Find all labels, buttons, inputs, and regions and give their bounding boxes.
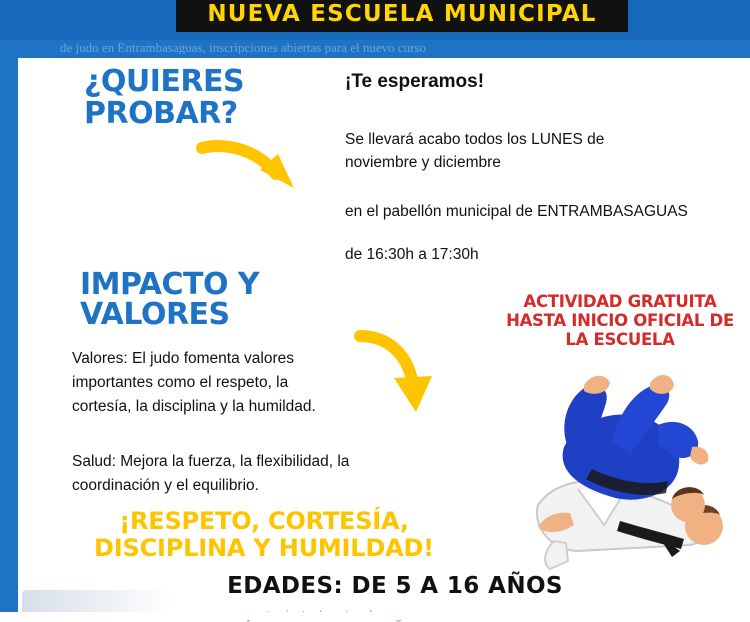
notice-actividad-gratuita: ACTIVIDAD GRATUITA HASTA INICIO OFICIAL DE LA ESCUELA [506, 292, 734, 349]
slogan-respeto-cortesia: ¡RESPETO, CORTESÍA, DISCIPLINA Y HUMILDAD! [94, 507, 434, 562]
text-schedule-line-3: de 16:30h a 17:30h [345, 246, 479, 263]
banner-faint-overlay-text: de judo en Entrambasaguas, inscripciones abiertas para el nuevo curso [60, 40, 427, 54]
curved-arrow-down-right-icon-2 [350, 330, 438, 420]
bottom-white-strip [0, 612, 750, 620]
heading-impacto-y-valores: IMPACTO Y VALORES [80, 267, 260, 332]
heading-quieres-probar: ¿QUIERES PROBAR? [84, 64, 245, 131]
banner-title: NUEVA ESCUELA MUNICIPAL [207, 1, 597, 27]
text-schedule-line-2: en el pabellón municipal de ENTRAMBASAGUAS [345, 203, 688, 220]
text-schedule-line-1: Se llevará acabo todos los LUNES de noviembre y diciembre [345, 131, 605, 171]
judo-throw-illustration [508, 355, 738, 580]
text-te-esperamos: ¡Te esperamos! [345, 71, 485, 92]
footer-edades: EDADES: DE 5 A 16 AÑOS [227, 573, 563, 599]
top-blue-band [0, 0, 750, 58]
left-blue-strip [0, 58, 18, 620]
paragraph-salud: Salud: Mejora la fuerza, la flexibilidad, la coordinación y el equilibrio. [72, 453, 350, 494]
paragraph-valores: Valores: El judo fomenta valores importantes como el respeto, la cortesía, la disciplina y la humildad. [72, 350, 316, 415]
curved-arrow-down-right-icon-1 [196, 140, 306, 202]
